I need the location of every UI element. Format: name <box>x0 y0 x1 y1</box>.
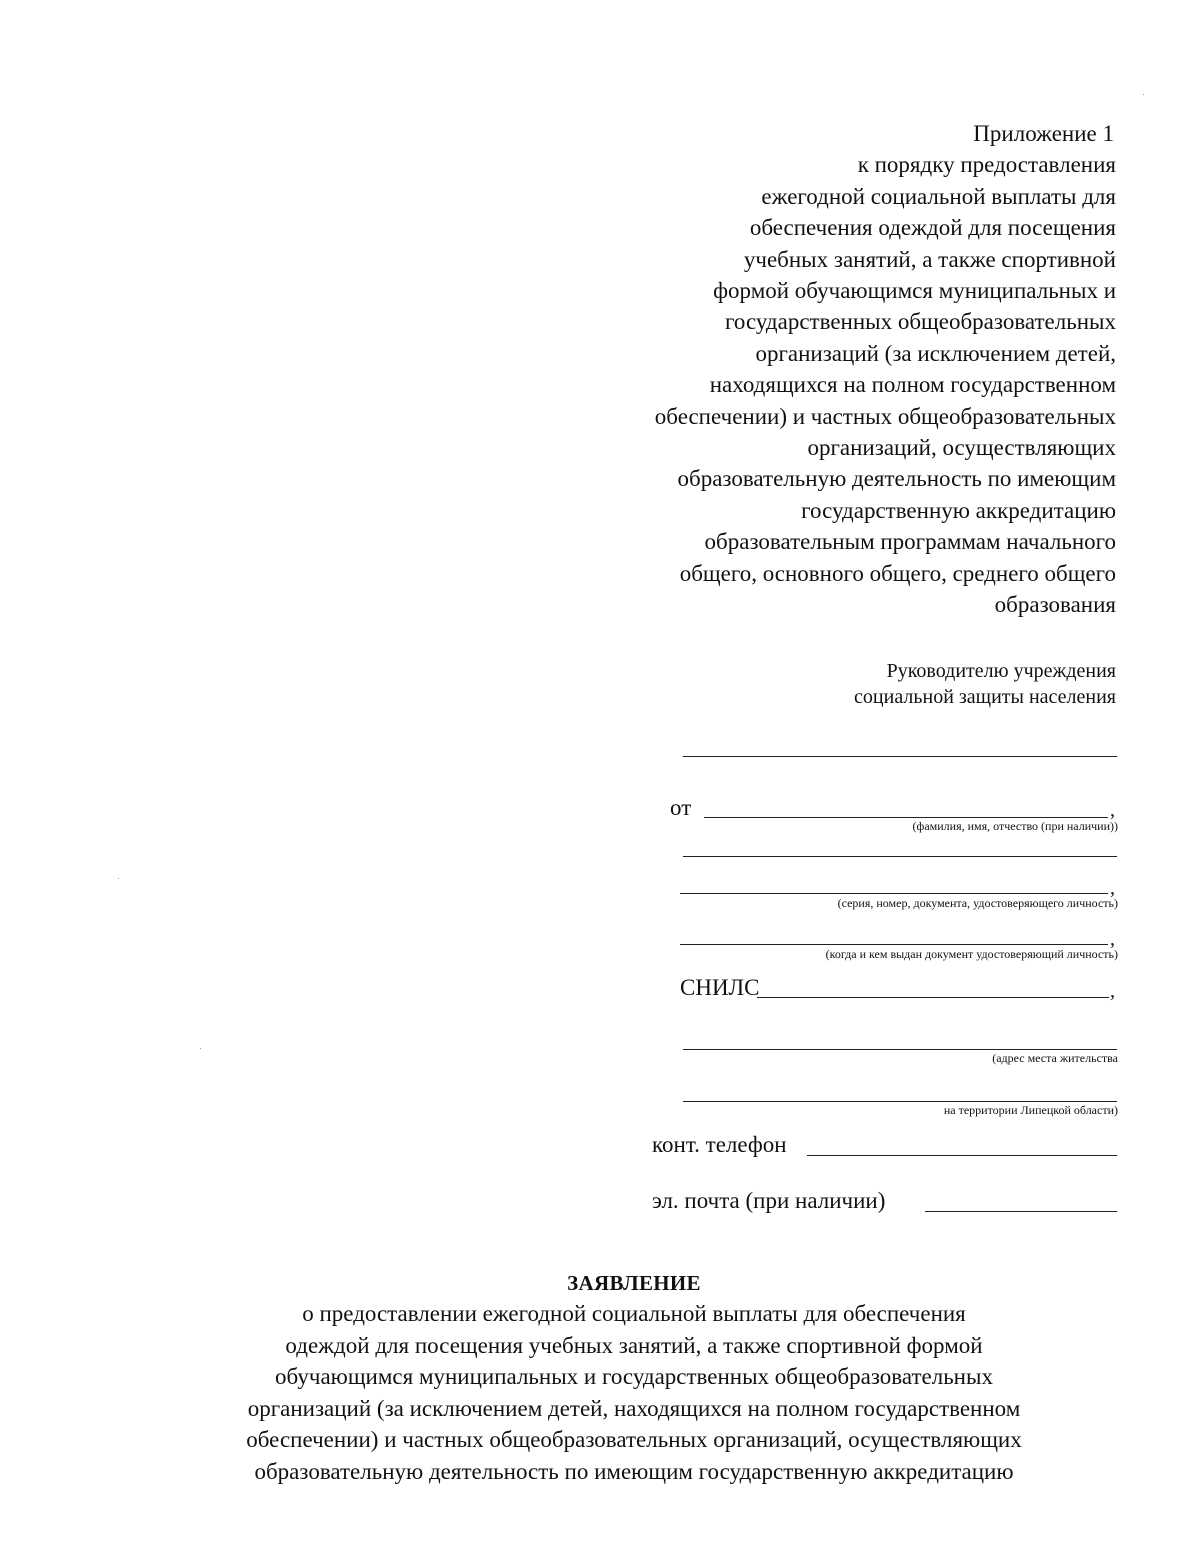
issued-blank[interactable] <box>680 944 1108 945</box>
statement-title: ЗАЯВЛЕНИЕ <box>567 1271 701 1295</box>
document-caption: (серия, номер, документа, удостоверяющего личность) <box>837 896 1118 910</box>
statement-line: обеспечении) и частных общеобразовательных организаций, осуществляющих <box>246 1427 1022 1453</box>
scan-speck <box>118 878 119 879</box>
appendix-line: обеспечении) и частных общеобразовательных <box>654 403 1116 429</box>
appendix-line: образовательную деятельность по имеющим <box>677 466 1116 492</box>
fio-caption: (фамилия, имя, отчество (при наличии)) <box>912 819 1118 833</box>
from-label: от <box>670 795 692 820</box>
statement-line: организаций (за исключением детей, находящихся на полном государственном <box>247 1395 1021 1421</box>
appendix-line: организаций (за исключением детей, <box>755 340 1116 366</box>
appendix-line: обеспечения одеждой для посещения <box>749 215 1116 241</box>
scan-speck <box>1143 94 1144 95</box>
phone-blank[interactable] <box>807 1155 1117 1156</box>
appendix-line: формой обучающимся муниципальных и <box>713 278 1116 304</box>
issued-comma: , <box>1110 928 1115 950</box>
snils-comma: , <box>1110 980 1115 1002</box>
fio-blank-2[interactable] <box>683 856 1117 857</box>
email-label: эл. почта (при наличии) <box>652 1188 886 1213</box>
fio-blank[interactable] <box>704 817 1108 818</box>
email-blank[interactable] <box>925 1211 1117 1212</box>
appendix-title: Приложение 1 <box>973 121 1114 146</box>
appendix-line: ежегодной социальной выплаты для <box>761 183 1116 209</box>
address-blank-2[interactable] <box>683 1101 1117 1102</box>
appendix-line: организаций, осуществляющих <box>807 435 1116 461</box>
statement-line: одеждой для посещения учебных занятий, а также спортивной формой <box>285 1332 983 1358</box>
phone-label: конт. телефон <box>652 1132 787 1157</box>
addressee-name-blank[interactable] <box>683 756 1117 757</box>
appendix-line: общего, основного общего, среднего общего <box>679 560 1116 586</box>
addressee-line: социальной защиты населения <box>854 686 1116 708</box>
appendix-line: к порядку предоставления <box>857 152 1116 178</box>
appendix-line: государственную аккредитацию <box>801 497 1116 523</box>
document-blank[interactable] <box>680 893 1108 894</box>
appendix-line: государственных общеобразовательных <box>725 309 1116 335</box>
appendix-header <box>516 118 1116 621</box>
address-blank-1[interactable] <box>683 1049 1117 1050</box>
appendix-line: образовательным программам начального <box>704 529 1116 555</box>
address-caption-1: (адрес места жительства <box>992 1051 1118 1065</box>
statement-body <box>100 1298 1168 1488</box>
appendix-line: учебных занятий, а также спортивной <box>743 246 1116 272</box>
statement-line: обучающимся муниципальных и государственных общеобразовательных <box>275 1364 993 1390</box>
address-caption-2: на территории Липецкой области) <box>943 1103 1118 1117</box>
snils-label: СНИЛС <box>680 975 760 1000</box>
fio-comma: , <box>1110 799 1115 821</box>
addressee-block <box>716 658 1116 710</box>
scan-speck <box>200 1048 201 1049</box>
appendix-line: находящихся на полном государственном <box>709 372 1116 398</box>
document-comma: , <box>1110 877 1115 899</box>
snils-blank[interactable] <box>757 997 1109 998</box>
issued-caption: (когда и кем выдан документ удостоверяющий личность) <box>825 947 1118 961</box>
addressee-line: Руководителю учреждения <box>886 660 1116 682</box>
statement-line: образовательную деятельность по имеющим государственную аккредитацию <box>254 1458 1014 1484</box>
statement-line: о предоставлении ежегодной социальной выплаты для обеспечения <box>302 1301 966 1326</box>
appendix-line: образования <box>994 592 1116 618</box>
